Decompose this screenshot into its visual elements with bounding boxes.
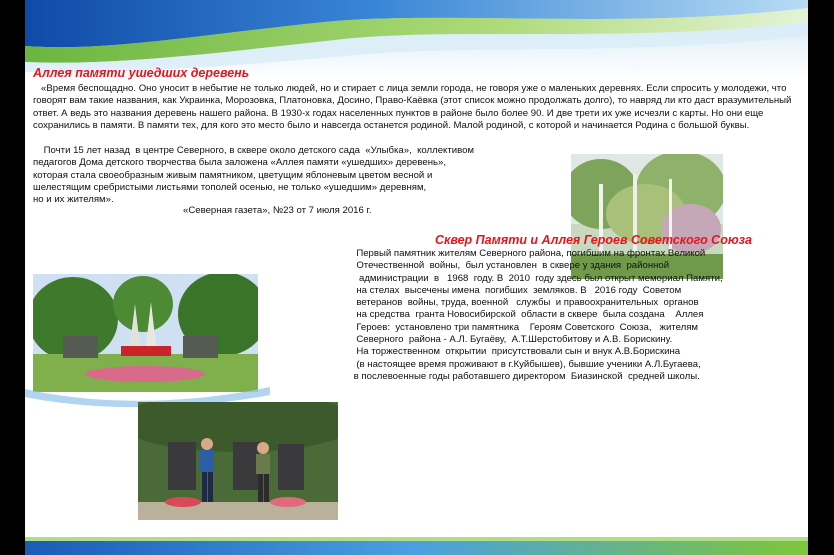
text-line: педагогов Дома детского творчества была заложена «Аллея памяти «ушедших» деревень»,	[33, 157, 446, 169]
text-line: администрации в 1968 году. В 2010 году здесь был открыт мемориал Памяти,	[351, 272, 723, 284]
text-line: на стелах высечены имена погибших земляков. В 2016 году Советом	[351, 284, 682, 296]
footer-band-decoration	[25, 533, 808, 555]
text-line: На торжественном открытии присутствовали сын и внук А.В.Борискина	[351, 346, 681, 358]
source-citation: «Северная газета», №23 от 7 июля 2016 г.	[183, 205, 372, 216]
section-title-memorial-square: Сквер Памяти и Аллея Героев Советского Союза	[435, 233, 752, 247]
slide-page	[25, 0, 808, 555]
text-line: Северного района - А.Л. Бугаёву, А.Т.Шерстобитову и А.В. Борискину.	[351, 334, 673, 346]
paragraph-villages: «Время беспощадно. Оно уносит в небытие не только людей, но и стирает с лица земли города, не говоря уже о маленьких деревнях. Если спросить у молодежи, что говорят вам такие названия, как Украинка, Морозовка, Платоновка, Досино, Право-Каёвка (этот список можно продолжать долго), то навряд ли кто даст вразумительный ответ. А ведь это названия деревень нашего района. В 1930-х годах населенных пунктов в районе было более 90. И две трети их уже исчезли с карты. Но они еще сохранились в памяти. В памяти тех, для кого это место было и навсегда останется родиной. Малой родиной, с которой и начинается Родина с большой буквы.	[33, 83, 792, 131]
photo-heroes-alley-visitors	[138, 402, 338, 520]
text-line: шелестящим сребристыми листьями тополей осенью, не только «ушедшим» деревням,	[33, 181, 427, 193]
paragraph-memorial-square	[351, 248, 791, 383]
text-line: Первый памятник жителям Северного района, погибшим на фронтах Великой	[351, 248, 706, 259]
text-line: (в настоящее время проживают в г.Куйбышев), бывшие ученики А.Л.Бугаева,	[351, 358, 701, 370]
paragraph-alley-founding	[33, 145, 553, 206]
text-line: на средства гранта Новосибирской области в сквере была создана Аллея	[351, 309, 704, 321]
text-line: ветеранов войны, труда, военной службы и правоохранительных органов	[351, 297, 699, 309]
text-line: Почти 15 лет назад в центре Северного, в сквере около детского сада «Улыбка», коллективом	[33, 145, 475, 156]
photo-memorial-square	[33, 274, 258, 392]
text-line: Отечественной войны, был установлен в сквере у здания районной	[351, 260, 670, 272]
section-title-alley-of-memory: Аллея памяти ушедших деревень	[33, 66, 250, 80]
text-line: в послевоенные годы работавшего директором Биазинской средней школы.	[351, 370, 700, 382]
text-line: которая стала своеобразным живым памятником, цветущим яблоневым цветом весной и	[33, 169, 433, 181]
text-line: Героев: установлено три памятника Героям Советского Союза, жителям	[351, 321, 698, 333]
text-line: но и их жителям».	[33, 194, 114, 206]
